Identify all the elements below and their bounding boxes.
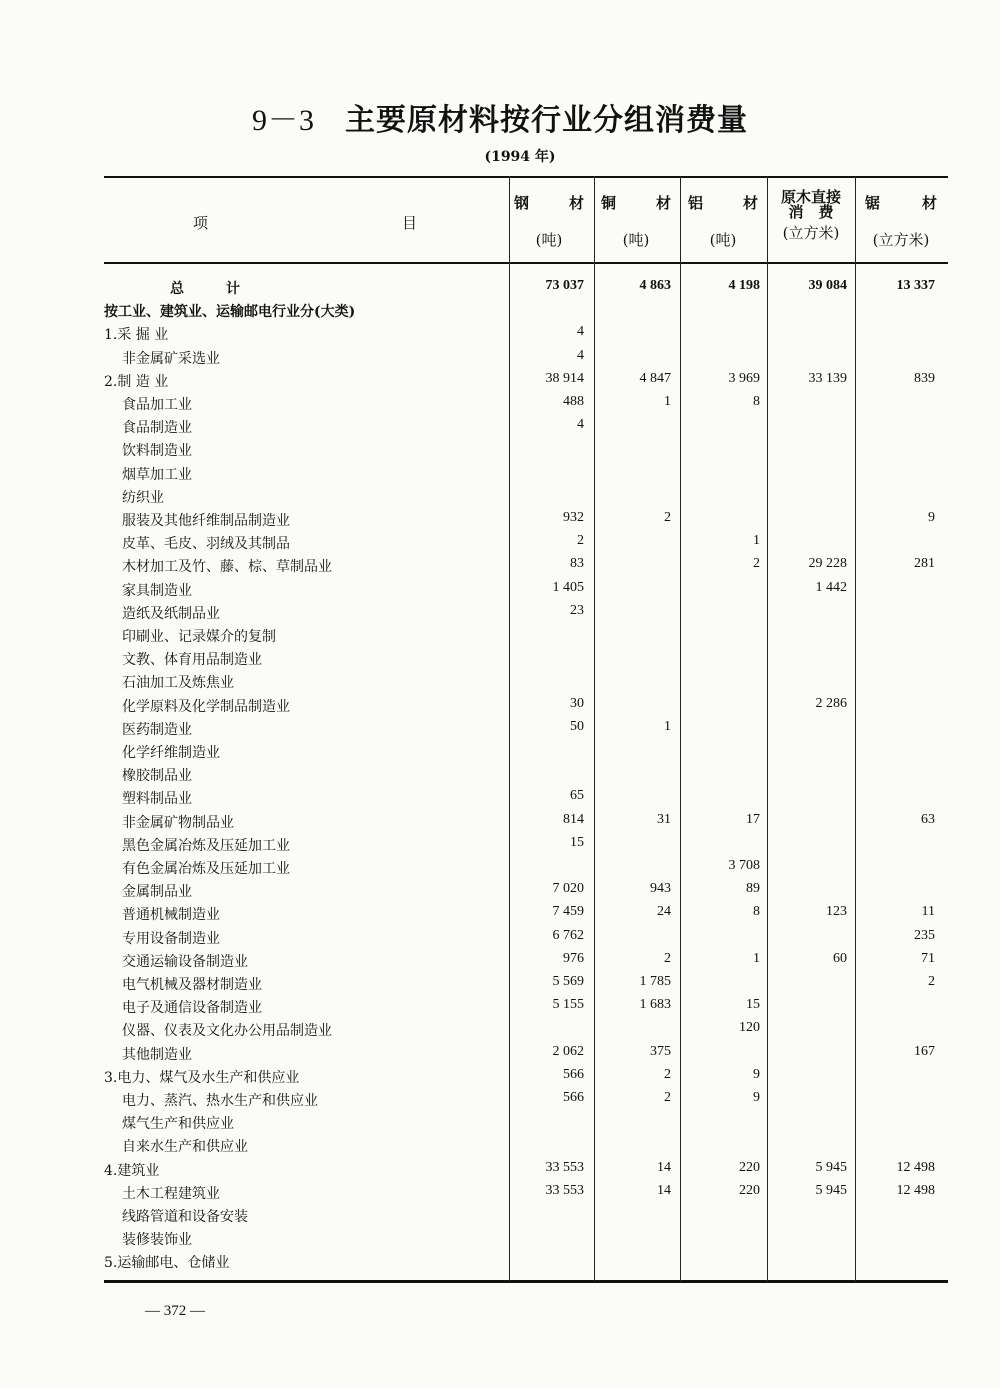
row-label: 木材加工及竹、藤、棕、草制品业 — [122, 559, 332, 576]
value-cell: 83 — [570, 556, 584, 572]
value-cell: 4 863 — [639, 278, 671, 293]
table-row — [0, 649, 1000, 672]
table-row — [0, 1020, 1000, 1043]
page-title — [0, 95, 1000, 139]
table-row — [0, 881, 1000, 904]
table-row — [0, 580, 1000, 603]
value-cell: 167 — [914, 1043, 935, 1059]
table-row — [0, 464, 1000, 487]
table-row — [0, 835, 1000, 858]
page-number: — 372 — — [145, 1303, 205, 1319]
value-cell: 6 762 — [552, 927, 584, 943]
value-cell: 4 — [577, 324, 584, 340]
header-bottom-rule — [104, 262, 948, 264]
table-row — [0, 974, 1000, 997]
value-cell: 65 — [570, 788, 584, 804]
value-cell: 1 — [753, 533, 760, 549]
value-cell: 9 — [753, 1090, 760, 1105]
value-cell: 2 — [753, 556, 760, 572]
table-row — [0, 371, 1000, 394]
row-label: 橡胶制品业 — [122, 768, 192, 785]
value-cell: 123 — [826, 904, 847, 920]
value-cell: 15 — [746, 997, 760, 1013]
value-cell: 13 337 — [896, 278, 935, 293]
table-row — [0, 324, 1000, 347]
row-label: 石油加工及炼焦业 — [122, 675, 234, 692]
table-row — [0, 1044, 1000, 1067]
column-header-sawn-timber: 锯 材 (立方米) — [865, 194, 937, 249]
row-label: 电力、蒸汽、热水生产和供应业 — [122, 1093, 318, 1109]
row-label: 电子及通信设备制造业 — [122, 1000, 262, 1017]
value-cell: 23 — [570, 602, 584, 618]
value-cell: 976 — [563, 950, 584, 966]
value-cell: 89 — [746, 881, 760, 897]
value-cell: 73 037 — [545, 278, 584, 293]
table-row — [0, 812, 1000, 835]
table-row — [0, 626, 1000, 649]
value-cell: 3 969 — [728, 370, 760, 386]
row-label: 食品制造业 — [122, 420, 192, 437]
row-label: 烟草加工业 — [122, 466, 192, 483]
value-cell: 8 — [753, 394, 760, 409]
value-cell: 33 553 — [545, 1159, 584, 1175]
value-cell: 1 — [664, 394, 671, 409]
value-cell: 2 — [664, 950, 671, 966]
table-row — [0, 417, 1000, 440]
table-year: (1994 年) — [484, 149, 556, 165]
value-cell: 17 — [746, 811, 760, 827]
value-cell: 2 — [577, 533, 584, 549]
item-header-label: 项 — [193, 214, 209, 232]
table-row — [0, 719, 1000, 742]
value-cell: 24 — [657, 904, 671, 920]
row-label: 煤气生产和供应业 — [122, 1116, 234, 1133]
table-row — [0, 487, 1000, 510]
table-row — [0, 997, 1000, 1020]
row-label: 交通运输设备制造业 — [122, 953, 248, 970]
table-row — [0, 510, 1000, 533]
row-label: 文教、体育用品制造业 — [122, 652, 262, 669]
table-row — [0, 556, 1000, 579]
table-row — [0, 742, 1000, 765]
row-label: 线路管道和设备安装 — [122, 1209, 248, 1225]
table-row — [0, 394, 1000, 417]
table-row — [0, 1136, 1000, 1159]
value-cell: 4 — [577, 347, 584, 363]
table-row — [0, 696, 1000, 719]
value-cell: 38 914 — [545, 370, 584, 386]
table-row — [0, 1090, 1000, 1113]
value-cell: 9 — [753, 1066, 760, 1082]
value-cell: 2 — [928, 974, 935, 989]
table-row — [0, 858, 1000, 881]
table-row — [0, 765, 1000, 788]
value-cell: 566 — [563, 1090, 584, 1105]
table-row — [0, 603, 1000, 626]
value-cell: 7 459 — [552, 904, 584, 920]
value-cell: 932 — [563, 510, 584, 525]
row-label: 普通机械制造业 — [122, 907, 220, 924]
row-label: 总 计 — [170, 281, 240, 297]
row-label: 土木工程建筑业 — [122, 1185, 220, 1202]
column-header-log: 原木直接 消 费 (立方米) — [780, 188, 841, 242]
value-cell: 3 708 — [728, 858, 760, 873]
row-label: 黑色金属冶炼及压延加工业 — [122, 837, 290, 854]
table-row — [0, 278, 1000, 301]
table-row — [0, 904, 1000, 927]
value-cell: 1 785 — [639, 974, 671, 989]
value-cell: 2 — [664, 1066, 671, 1082]
row-label: 食品加工业 — [122, 397, 192, 413]
row-label: 专用设备制造业 — [122, 930, 220, 947]
value-cell: 5 155 — [552, 997, 584, 1013]
value-cell: 33 553 — [545, 1182, 584, 1198]
table-row — [0, 1113, 1000, 1136]
value-cell: 7 020 — [552, 881, 584, 897]
value-cell: 12 498 — [896, 1182, 935, 1198]
row-label: 印刷业、记录媒介的复制 — [122, 629, 276, 645]
value-cell: 60 — [833, 950, 847, 966]
value-cell: 33 139 — [808, 370, 847, 386]
value-cell: 220 — [739, 1182, 760, 1198]
column-header-aluminium: 铝 材 (吨) — [688, 194, 758, 249]
value-cell: 50 — [570, 718, 584, 734]
row-label: 塑料制品业 — [122, 791, 192, 808]
table-row — [0, 1160, 1000, 1183]
table-row — [0, 788, 1000, 811]
value-cell: 39 084 — [808, 278, 847, 293]
value-cell: 120 — [739, 1020, 760, 1036]
value-cell: 29 228 — [808, 556, 847, 572]
value-cell: 1 405 — [552, 579, 584, 595]
column-header-steel: 钢 材 (吨) — [514, 194, 584, 249]
item-header-label-2: 目 — [402, 214, 418, 232]
row-label: 2.制 造 业 — [104, 373, 169, 390]
row-label: 造纸及纸制品业 — [122, 605, 220, 622]
table-row — [0, 1067, 1000, 1090]
table-row — [0, 1252, 1000, 1275]
row-label: 4.建筑业 — [104, 1162, 160, 1179]
table-row — [0, 348, 1000, 371]
value-cell: 2 062 — [552, 1043, 584, 1059]
value-cell: 2 — [664, 1090, 671, 1105]
row-label: 家具制造业 — [122, 582, 192, 599]
value-cell: 4 — [577, 417, 584, 433]
table-row — [0, 928, 1000, 951]
value-cell: 1 — [753, 950, 760, 966]
value-cell: 2 — [664, 510, 671, 525]
value-cell: 1 683 — [639, 997, 671, 1013]
value-cell: 8 — [753, 904, 760, 920]
row-label: 3.电力、煤气及水生产和供应业 — [104, 1069, 300, 1086]
row-label: 服装及其他纤维制品制造业 — [122, 513, 290, 529]
value-cell: 1 442 — [815, 579, 847, 595]
row-label: 其他制造业 — [122, 1046, 192, 1063]
value-cell: 814 — [563, 811, 584, 827]
row-label: 化学纤维制造业 — [122, 745, 220, 761]
row-label: 医药制造业 — [122, 721, 192, 738]
table-row — [0, 1229, 1000, 1252]
row-label: 金属制品业 — [122, 884, 192, 901]
row-label: 1.采 掘 业 — [104, 327, 169, 344]
table-row — [0, 672, 1000, 695]
column-header-copper: 铜 材 (吨) — [601, 194, 671, 249]
table-title: 主要原材料按行业分组消费量 — [345, 103, 748, 138]
value-cell: 235 — [914, 927, 935, 943]
value-cell: 4 847 — [639, 370, 671, 386]
row-label: 装修装饰业 — [122, 1232, 192, 1249]
table-row — [0, 533, 1000, 556]
row-label: 饮料制造业 — [122, 443, 192, 460]
row-label: 非金属矿物制品业 — [122, 814, 234, 831]
row-label: 按工业、建筑业、运输邮电行业分(大类) — [104, 304, 356, 321]
value-cell: 31 — [657, 811, 671, 827]
table-number: 9－3 — [252, 104, 315, 137]
row-label: 5.运输邮电、仓储业 — [104, 1255, 230, 1272]
table-bottom-rule — [104, 1280, 948, 1283]
row-label: 非金属矿采选业 — [122, 350, 220, 367]
value-cell: 375 — [650, 1043, 671, 1059]
value-cell: 15 — [570, 834, 584, 850]
value-cell: 30 — [570, 695, 584, 711]
value-cell: 5 569 — [552, 974, 584, 989]
value-cell: 2 286 — [815, 695, 847, 711]
table-top-rule — [104, 176, 948, 178]
value-cell: 9 — [928, 510, 935, 525]
row-label: 电气机械及器材制造业 — [122, 977, 262, 993]
table-row — [0, 1206, 1000, 1229]
table-row — [0, 951, 1000, 974]
value-cell: 63 — [921, 811, 935, 827]
value-cell: 4 198 — [728, 278, 760, 293]
value-cell: 488 — [563, 394, 584, 409]
value-cell: 14 — [657, 1159, 671, 1175]
row-label: 有色金属冶炼及压延加工业 — [122, 861, 290, 877]
row-label: 纺织业 — [122, 489, 164, 506]
value-cell: 71 — [921, 950, 935, 966]
value-cell: 839 — [914, 370, 935, 386]
value-cell: 1 — [664, 718, 671, 734]
value-cell: 14 — [657, 1182, 671, 1198]
value-cell: 943 — [650, 881, 671, 897]
row-label: 仪器、仪表及文化办公用品制造业 — [122, 1023, 332, 1040]
row-label: 化学原料及化学制品制造业 — [122, 698, 290, 715]
value-cell: 11 — [921, 904, 935, 920]
table-row — [0, 1183, 1000, 1206]
value-cell: 220 — [739, 1159, 760, 1175]
table-row — [0, 440, 1000, 463]
value-cell: 281 — [914, 556, 935, 572]
row-label: 皮革、毛皮、羽绒及其制品 — [122, 536, 290, 553]
value-cell: 566 — [563, 1066, 584, 1082]
table-row — [0, 301, 1000, 324]
value-cell: 5 945 — [815, 1159, 847, 1175]
value-cell: 5 945 — [815, 1182, 847, 1198]
row-label: 自来水生产和供应业 — [122, 1139, 248, 1156]
value-cell: 12 498 — [896, 1159, 935, 1175]
